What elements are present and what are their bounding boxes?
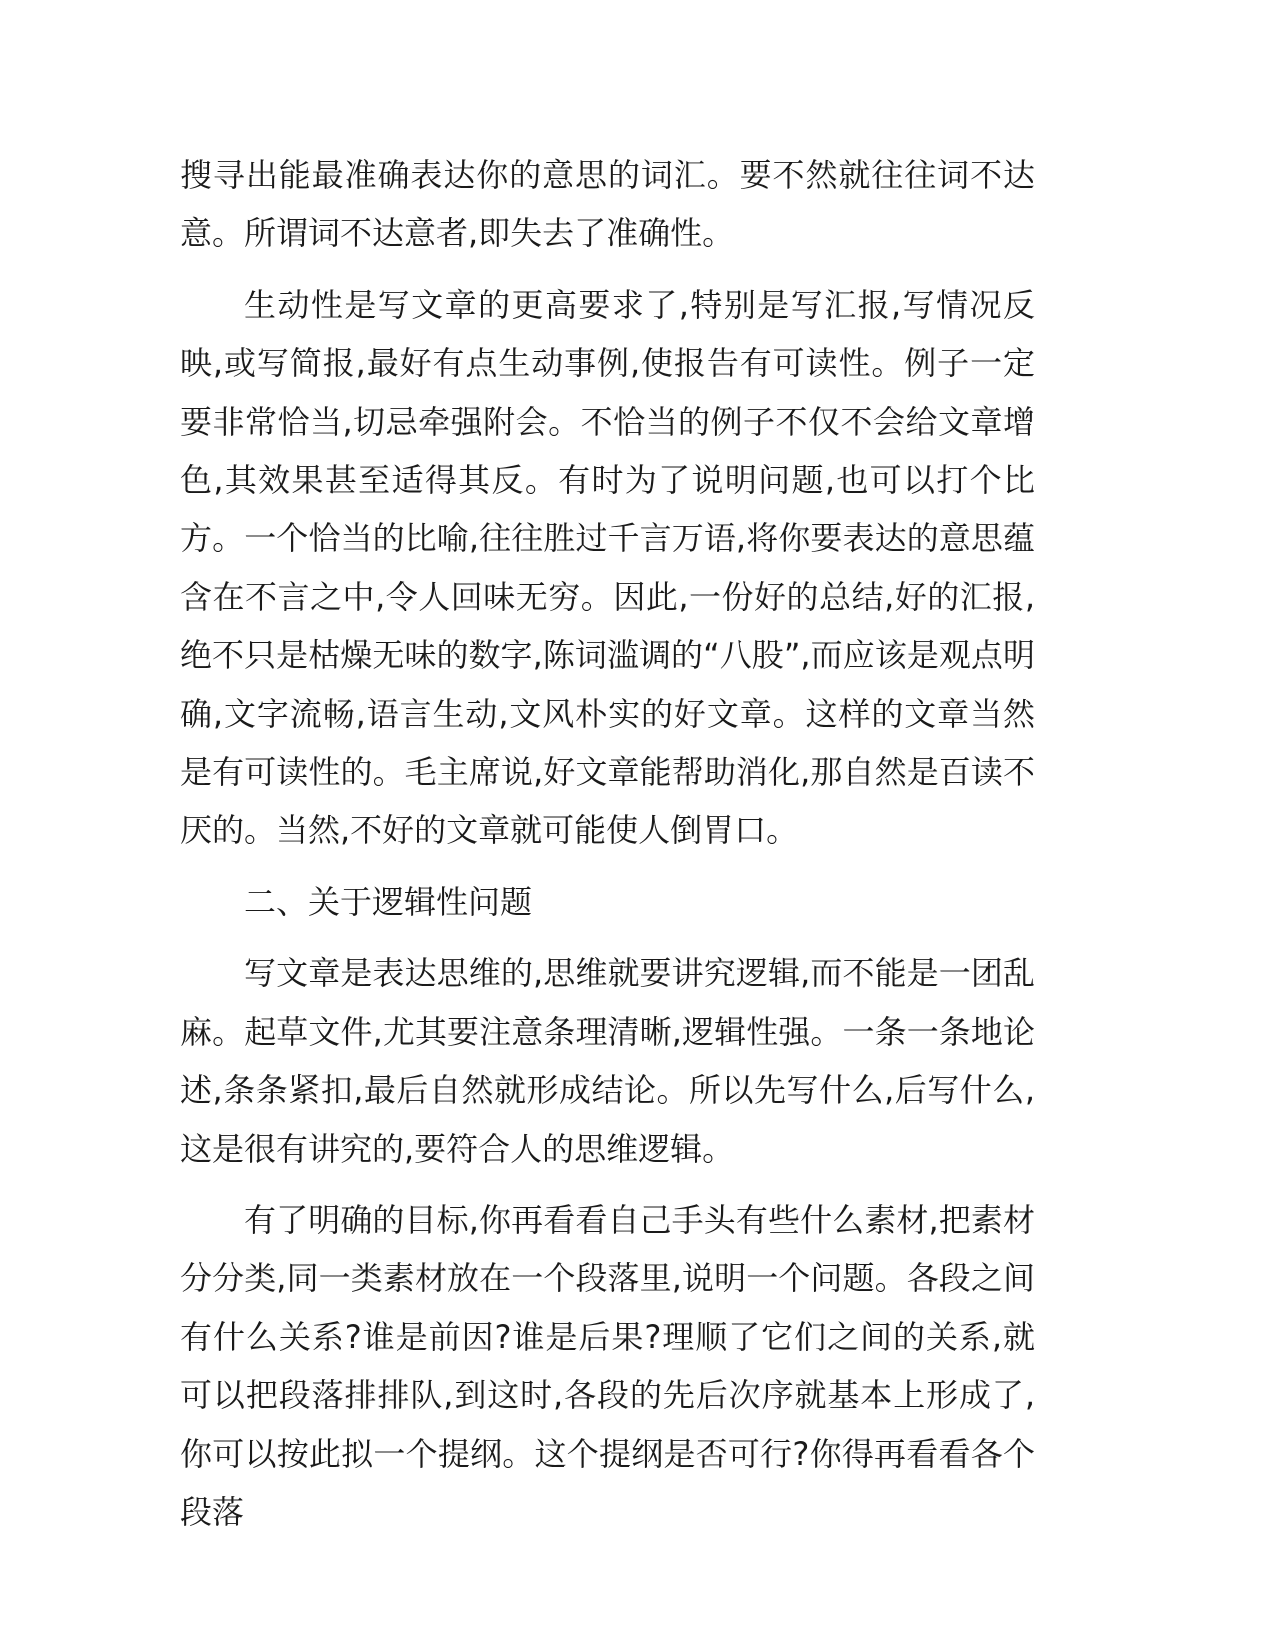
paragraph-logic: 写文章是表达思维的,思维就要讲究逻辑,而不能是一团乱麻。起草文件,尤其要注意条理清晰,逻辑性强。一条一条地论述,条条紧扣,最后自然就形成结论。所以先写什么,后写什么,这是很有讲究的,要符合人的思维逻辑。 — [180, 954, 1035, 1168]
section-heading-logic: 二、关于逻辑性问题 — [244, 882, 533, 921]
paragraph-continuation: 搜寻出能最准确表达你的意思的词汇。要不然就往往词不达意。所谓词不达意者,即失去了准确性。 — [180, 156, 1035, 253]
document-page — [180, 146, 1035, 1554]
paragraph-outline: 有了明确的目标,你再看看自己手头有些什么素材,把素材分分类,同一类素材放在一个段落里,说明一个问题。各段之间有什么关系?谁是前因?谁是后果?理顺了它们之间的关系,就可以把段落排排队,到这时,各段的先后次序就基本上形成了,你可以按此拟一个提纲。这个提纲是否可行?你得再看看各个段落 — [180, 1200, 1035, 1531]
paragraph-vividness: 生动性是写文章的更高要求了,特别是写汇报,写情况反映,或写简报,最好有点生动事例,使报告有可读性。例子一定要非常恰当,切忌牵强附会。不恰当的例子不仅不会给文章增色,其效果甚至适得其反。有时为了说明问题,也可以打个比方。一个恰当的比喻,往往胜过千言万语,将你要表达的意思蕴含在不言之中,令人回味无穷。因此,一份好的总结,好的汇报,绝不只是枯燥无味的数字,陈词滥调的“八股”,而应该是观点明确,文字流畅,语言生动,文风朴实的好文章。这样的文章当然是有可读性的。毛主席说,好文章能帮助消化,那自然是百读不厌的。当然,不好的文章就可能使人倒胃口。 — [180, 285, 1035, 850]
